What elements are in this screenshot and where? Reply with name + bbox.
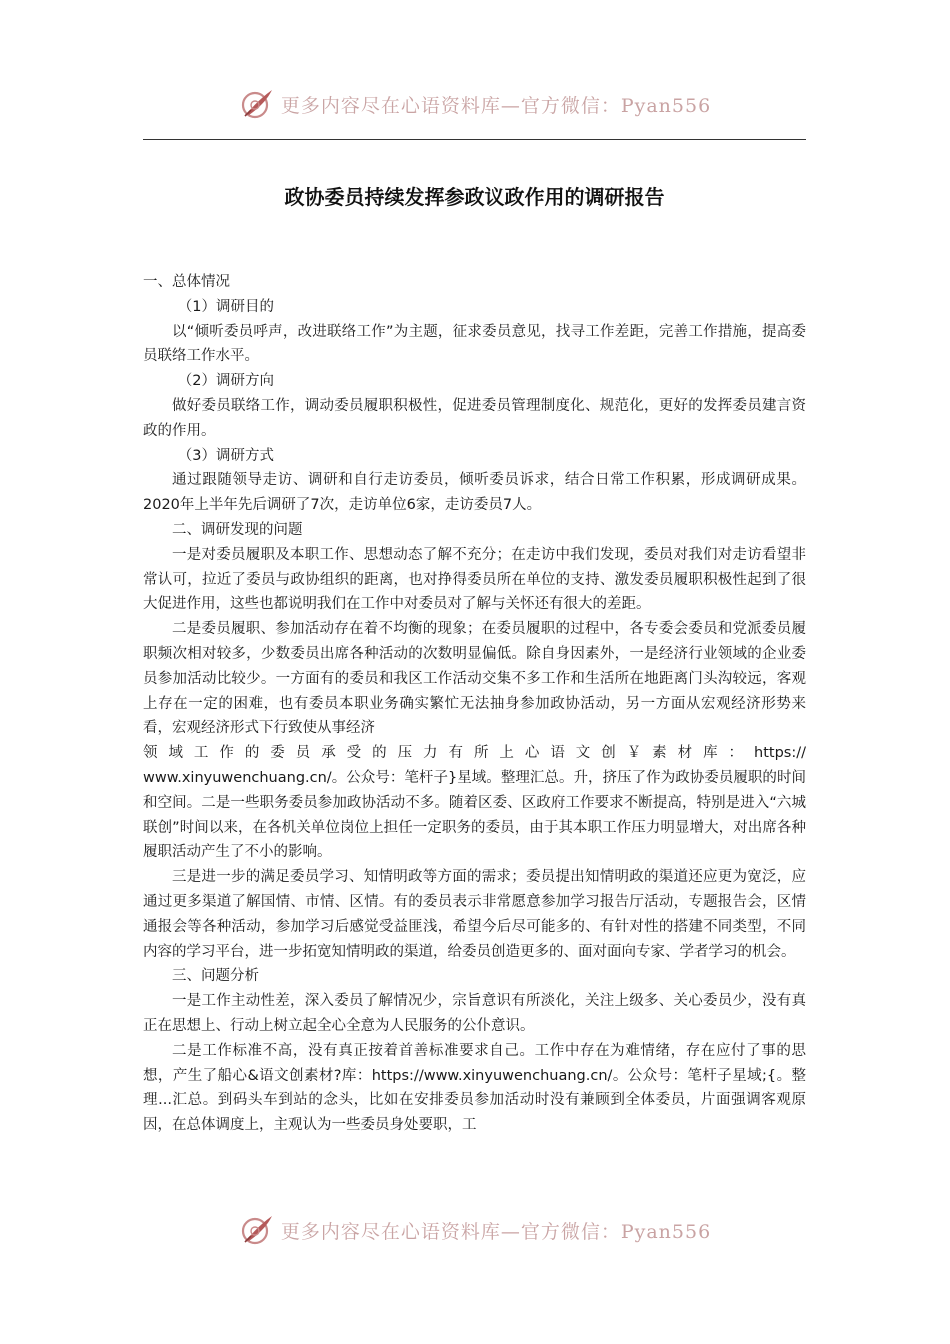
- document-title: 政协委员持续发挥参政议政作用的调研报告: [284, 185, 665, 209]
- body-paragraph: 一是对委员履职及本职工作、思想动态了解不充分；在走访中我们发现，委员对我们对走访看望非常认可，拉近了委员与政协组织的距离，也对挣得委员所在单位的支持、激发委员履职积极性起到了很大促进作用，这些也都说明我们在工作中对委员对了解与关怀还有很大的差距。: [143, 546, 806, 613]
- subsection-heading: （1）调研目的: [177, 298, 275, 315]
- subsection-heading: （3）调研方式: [177, 447, 275, 464]
- document-body: [143, 270, 806, 1138]
- body-paragraph: 二是委员履职、参加活动存在着不均衡的现象；在委员履职的过程中，各专委会委员和党派委员履职频次相对较多，少数委员出席各种活动的次数明显偏低。除自身因素外，一是经济行业领域的企业委员参加活动比较少。一方面有的委员和我区工作活动交集不多工作和生活所在地距离门头沟较远，客观上存在一定的困难，也有委员本职业务确实繁忙无法抽身参加政协活动，另一方面从宏观经济形势来看，宏观经济形式下行致使从事经济: [143, 621, 806, 737]
- section-heading: 一、总体情况: [143, 274, 230, 290]
- banner-text: 更多内容尽在心语资料库—官方微信：Pyan556: [280, 94, 712, 117]
- quill-logo-icon: [239, 1212, 275, 1248]
- body-paragraph: 三是进一步的满足委员学习、知情明政等方面的需求；委员提出知情明政的渠道还应更为宽泛，应通过更多渠道了解国情、市情、区情。有的委员表示非常愿意参加学习报告厅活动，专题报告会，区情通报会等各种活动，参加学习后感觉受益匪浅，希望今后尽可能多的、有针对性的搭建不同类型，不同内容的学习平台，进一步拓宽知情明政的渠道，给委员创造更多的、面对面向专家、学者学习的机会。: [143, 869, 806, 960]
- wechat-id: Pyan556: [620, 94, 712, 117]
- wechat-id: Pyan556: [620, 1220, 712, 1243]
- section-heading: 三、问题分析: [172, 968, 259, 985]
- body-paragraph: 以“倾听委员呼声，改进联络工作”为主题，征求委员意见，找寻工作差距，完善工作措施，提高委员联络工作水平。: [143, 323, 806, 365]
- subsection-heading: （2）调研方向: [177, 373, 275, 390]
- body-line: 领域工作的委员承受的压力有所上心语文创￥素材库：https://: [143, 745, 806, 762]
- banner-text: 更多内容尽在心语资料库—官方微信：Pyan556: [280, 1220, 712, 1243]
- section-heading: 二、调研发现的问题: [172, 521, 303, 538]
- body-paragraph: 做好委员联络工作，调动委员履职积极性，促进委员管理制度化、规范化，更好的发挥委员建言资政的作用。: [143, 397, 806, 439]
- body-paragraph: www.xinyuwenchuang.cn/。公众号：笔杆子}星域。整理汇总。升，挤压了作为政协委员履职的时间和空间。二是一些职务委员参加政协活动不多。随着区委、区政府工作要求不断提高，特别是进入“六城联创”时间以来，在各机关单位岗位上担任一定职务的委员，由于其本职工作压力明显增大，对出席各种履职活动产生了不小的影响。: [143, 769, 806, 861]
- body-paragraph: 二是工作标准不高，没有真正按着首善标准要求自己。工作中存在为难情绪，存在应付了事的思想，产生了船心&语文创素材?库：https://www.xinyuwenchuang.cn/。公众号：笔杆子星域;{。整理...汇总。到码头车到站的念头，比如在安排委员参加活动时没有兼顾到全体委员，片面强调客观原因，在总体调度上，主观认为一些委员身处要职，工: [143, 1042, 806, 1134]
- header-watermark-banner: [0, 82, 950, 126]
- header-divider: [143, 139, 806, 140]
- quill-logo-icon: [239, 86, 275, 122]
- body-paragraph: 一是工作主动性差，深入委员了解情况少，宗旨意识有所淡化，关注上级多、关心委员少，没有真正在思想上、行动上树立起全心全意为人民服务的公仆意识。: [143, 993, 806, 1034]
- body-paragraph: 通过跟随领导走访、调研和自行走访委员，倾听委员诉求，结合日常工作积累，形成调研成果。2020年上半年先后调研了7次，走访单位6家，走访委员7人。: [143, 472, 806, 514]
- footer-watermark-banner: [0, 1208, 950, 1252]
